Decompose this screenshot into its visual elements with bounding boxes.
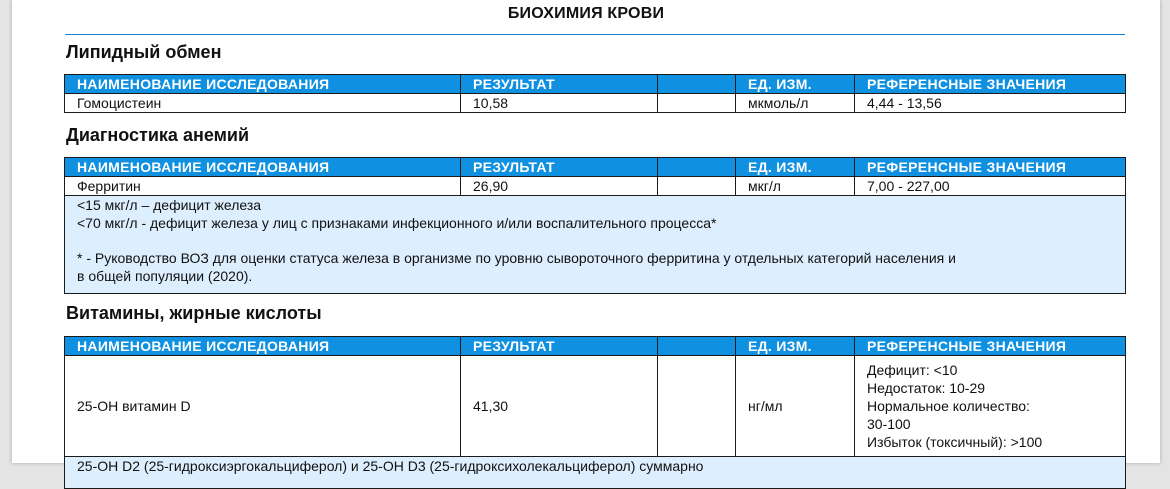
empty-cell [658,94,736,113]
reference-line: Избыток (токсичный): >100 [867,434,1043,450]
comment-line: <15 мкг/л – дефицит железа [77,197,262,213]
title-divider [65,34,1125,35]
table-row [65,94,1126,113]
column-header-result: РЕЗУЛЬТАТ [461,337,658,356]
reference-line: Дефицит: <10 [867,362,958,378]
column-header-name: НАИМЕНОВАНИЕ ИССЛЕДОВАНИЯ [65,75,461,94]
test-reference [855,356,1126,457]
test-name: 25-OH витамин D [65,356,461,457]
section-title-vitamins: Витамины, жирные кислоты [66,303,322,323]
column-header-name: НАИМЕНОВАНИЕ ИССЛЕДОВАНИЯ [65,337,461,356]
test-reference: 7,00 - 227,00 [855,177,1126,196]
section-title-anemia: Диагностика анемий [66,125,250,145]
comment-cell [65,457,1126,489]
comment-row [65,196,1126,294]
column-header-reference: РЕФЕРЕНСНЫЕ ЗНАЧЕНИЯ [855,337,1126,356]
column-header-empty [658,158,736,177]
comment-row [65,457,1126,489]
empty-cell [658,356,736,457]
table-row [65,356,1126,457]
test-name: Гомоцистеин [65,94,461,113]
reference-line: Нормальное количество: [867,398,1030,414]
test-reference: 4,44 - 13,56 [855,94,1126,113]
column-header-reference: РЕФЕРЕНСНЫЕ ЗНАЧЕНИЯ [855,75,1126,94]
document-title: БИОХИМИЯ КРОВИ [507,5,665,22]
anemia-table [64,157,1126,294]
test-result: 26,90 [461,177,658,196]
test-result: 41,30 [461,356,658,457]
lipid-table [64,74,1126,113]
empty-cell [658,177,736,196]
comment-line: <70 мкг/л - дефицит железа у лиц с признаками инфекционного и/или воспалительного процесса* [77,214,717,231]
table-row [65,177,1126,196]
table-header-row [65,75,1126,94]
column-header-result: РЕЗУЛЬТАТ [461,158,658,177]
table-header-row [65,337,1126,356]
test-unit: нг/мл [736,356,855,457]
column-header-result: РЕЗУЛЬТАТ [461,75,658,94]
column-header-reference: РЕФЕРЕНСНЫЕ ЗНАЧЕНИЯ [855,158,1126,177]
reference-line: Недостаток: 10-29 [867,380,986,396]
column-header-empty [658,75,736,94]
comment-line: * - Руководство ВОЗ для оценки статуса железа в организме по уровню сывороточного ферритина у отдельных категорий населения и [77,250,956,266]
section-title-lipid: Липидный обмен [66,42,222,62]
comment-cell [65,196,1126,294]
vitamins-table [64,336,1126,489]
column-header-unit: ЕД. ИЗМ. [736,75,855,94]
test-unit: мкг/л [736,177,855,196]
test-unit: мкмоль/л [736,94,855,113]
column-header-unit: ЕД. ИЗМ. [736,158,855,177]
table-header-row [65,158,1126,177]
comment-line: 25-OH D2 (25-гидроксиэргокальциферол) и 25-OH D3 (25-гидроксихолекальциферол) суммарно [77,458,704,474]
column-header-unit: ЕД. ИЗМ. [736,337,855,356]
comment-line: в общей популяции (2020). [77,267,253,284]
column-header-empty [658,337,736,356]
test-name: Ферритин [65,177,461,196]
test-result: 10,58 [461,94,658,113]
reference-line: 30-100 [867,416,911,432]
comment-spacer [77,232,1125,250]
column-header-name: НАИМЕНОВАНИЕ ИССЛЕДОВАНИЯ [65,158,461,177]
report-page [12,0,1160,474]
